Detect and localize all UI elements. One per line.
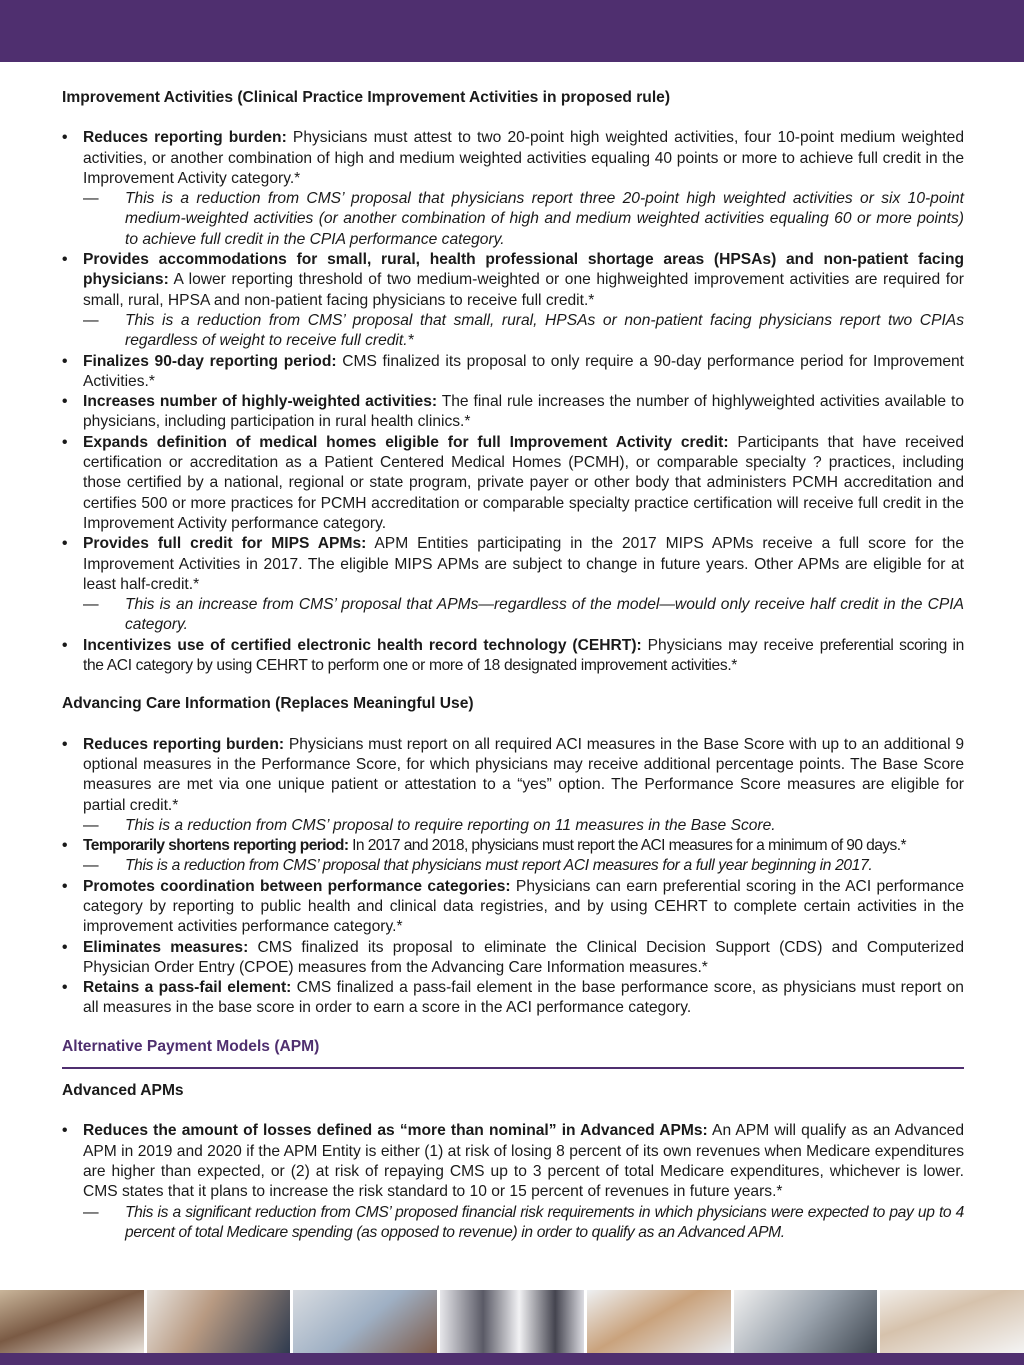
aci-list [62,735,964,1019]
sub-note: — This is a reduction from CMS’ proposal that physicians must report ACI measures for a full year beginning in 2017. [83,857,873,875]
photo-strip [0,1290,1024,1353]
subsection-title-advanced-apms: Advanced APMs [62,1082,184,1100]
sub-note: — This is a significant reduction from CMS’ proposed financial risk requirements in which physicians were expected to pay up to 4 percent of total Medicare spending (as opposed to revenue) in order to qualify as an Advanced APM. [83,1203,964,1241]
header-band [0,0,1024,62]
photo-laptop-typing-icon [734,1290,878,1353]
list-item: • Provides accommodations for small, rural, health professional shortage areas (HPSAs) and non-patient facing physicians: A lower reporting threshold of two medium-weighted or one highweighted improvement activities are required for small, rural, HPSA and non-patient facing physicians to receive full credit.* — This is a reduction from CMS’ proposal that small, rural, HPSAs or non-patient facing physicians report two CPIAs regardless of weight to receive full credit.* [62,250,964,351]
section-title-aci: Advancing Care Information (Replaces Meaningful Use) [62,695,474,713]
list-item: • Incentivizes use of certified electronic health record technology (CEHRT): Physicians may receive preferential scoring in the ACI category by using CEHRT to perform one or more of 18 designated improvement activities.* [62,636,964,677]
list-item: • Reduces reporting burden: Physicians must attest to two 20-point high weighted activities, four 10-point medium weighted activities, or another combination of high and medium weighted activities equaling 40 points or more to achieve full credit in the Improvement Activity category.* — This is a reduction from CMS’ proposal that physicians report three 20-point high weighted activities or six 10-point medium-weighted activities (or another combination of high and medium weighted activities equaling 60 or more points) to achieve full credit in the CPIA performance category. [62,128,964,250]
sub-note: — This is a reduction from CMS’ proposal to require reporting on 11 measures in the Base Score. [83,816,776,834]
list-item: • Reduces the amount of losses defined as “more than nominal” in Advanced APMs: An APM will qualify as an Advanced APM in 2019 and 2020 if the APM Entity is either (1) at risk of losing 8 percent of its own revenues when Medicare expenditures are higher than expected, or (2) at risk of repaying CMS up to 3 percent of total Medicare expenditures, whichever is lower. CMS states that it plans to increase the risk standard to 10 or 15 percent of revenues in future years.* — This is a significant reduction from CMS’ proposed financial risk requirements in which physicians were expected to pay up to 4 percent of total Medicare spending (as opposed to revenue) in order to qualify as an Advanced APM. [62,1121,964,1243]
list-item: • Temporarily shortens reporting period: In 2017 and 2018, physicians must report the ACI measures for a minimum of 90 days.* — This is a reduction from CMS’ proposal that physicians must report ACI measures for a full year beginning in 2017. [62,836,964,877]
list-item: • Reduces reporting burden: Physicians must report on all required ACI measures in the Base Score with up to an additional 9 optional measures in the Performance Score, for which physicians may receive additional percentage points. The Base Score measures are met via one unique patient or attestation to a “yes” option. The Performance Score measures are eligible for partial credit.* — This is a reduction from CMS’ proposal to require reporting on 11 measures in the Base Score. [62,735,964,836]
section-divider [62,1067,964,1069]
section-title-improvement: Improvement Activities (Clinical Practice Improvement Activities in proposed rule) [62,89,671,106]
photo-clinicians-meeting-icon [147,1290,291,1353]
footer-band [0,1353,1024,1365]
photo-dna-helix-icon [440,1290,584,1353]
apm-list [62,1121,964,1243]
list-item: • Provides full credit for MIPS APMs: APM Entities participating in the 2017 MIPS APMs receive a full score for the Improvement Activities in 2017. The eligible MIPS APMs are subject to change in future years. Other APMs are eligible for at least half-credit.* — This is an increase from CMS’ proposal that APMs—regardless of the model—would only receive half credit in the CPIA category. [62,534,964,635]
photo-patient-seated-icon [587,1290,731,1353]
photo-doctor-consultation-icon [293,1290,437,1353]
list-item: • Increases number of highly-weighted activities: The final rule increases the number of highlyweighted activities available to physicians, including participation in rural health clinics.* [62,392,964,433]
list-item: • Finalizes 90-day reporting period: CMS finalized its proposal to only require a 90-day performance period for Improvement Activities.* [62,352,964,393]
list-item: • Expands definition of medical homes eligible for full Improvement Activity credit: Participants that have received certification or accreditation as a Patient Centered Medical Homes (PCMH), or comparable specialty ? practices, including those certified by a national, regional or state program, private payer or other body that administers PCMH accreditation and certifies 500 or more practices for PCMH accreditation or comparable specialty practice certification will receive full credit in the Improvement Activity performance category. [62,433,964,534]
list-item: • Promotes coordination between performance categories: Physicians can earn preferential scoring in the ACI performance category by reporting to public health and clinical data registries, and by using CEHRT to complete certain activities in the improvement activities performance category.* [62,877,964,938]
sub-note: — This is a reduction from CMS’ proposal that small, rural, HPSAs or non-patient facing physicians report two CPIAs regardless of weight to receive full credit.* [83,311,964,350]
photo-doctors-team-icon [880,1290,1024,1353]
photo-woman-smiling-icon [0,1290,144,1353]
page-content [62,88,964,1243]
list-item: • Eliminates measures: CMS finalized its proposal to eliminate the Clinical Decision Support (CDS) and Computerized Physician Order Entry (CPOE) measures from the Advancing Care Information measures.* [62,938,964,979]
sub-note: — This is an increase from CMS’ proposal that APMs—regardless of the model—would only receive half credit in the CPIA category. [83,596,964,634]
list-item: • Retains a pass-fail element: CMS finalized a pass-fail element in the base performance score, as physicians must report on all measures in the base score in order to earn a score in the ACI performance category. [62,978,964,1019]
sub-note: — This is a reduction from CMS’ proposal that physicians report three 20-point high weighted activities or six 10-point medium-weighted activities (or another combination of high and medium weighted activities equaling 60 or more points) to achieve full credit in the CPIA performance category. [83,190,964,248]
section-title-apm: Alternative Payment Models (APM) [62,1037,320,1055]
improvement-list [62,128,964,676]
